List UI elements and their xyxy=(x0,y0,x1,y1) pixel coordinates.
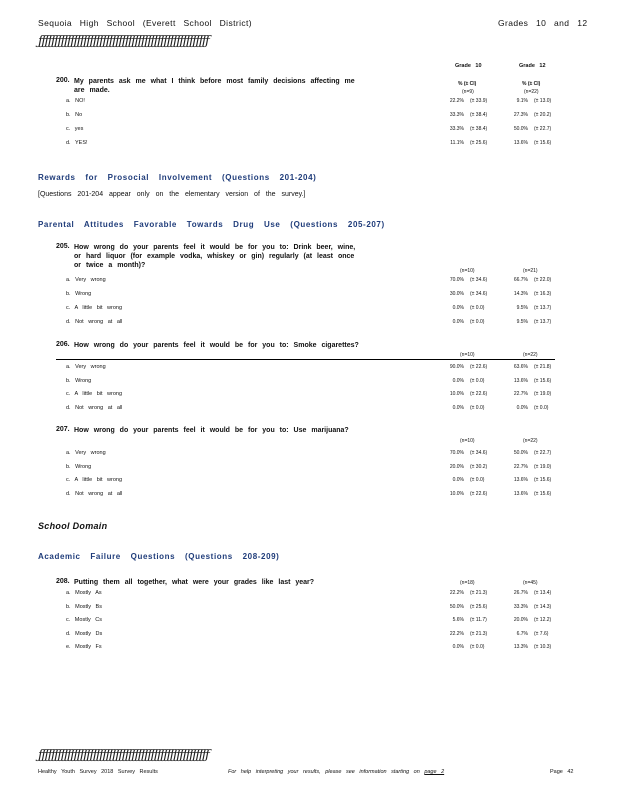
section-heading-academic: Academic Failure Questions (Questions 208-209) xyxy=(38,552,280,561)
question-text: How wrong do your parents feel it would be for you to: Smoke cigarettes? xyxy=(74,342,359,349)
answer-label: a. Very wrong xyxy=(66,277,106,283)
grade12-percent: 13.6% xyxy=(513,477,528,483)
grade12-percent: 14.3% xyxy=(513,291,528,297)
answer-label: c. A little bit wrong xyxy=(66,477,123,483)
grade10-ci: (± 0.0) xyxy=(470,477,485,483)
grade12-ci: (± 13.4) xyxy=(534,590,552,596)
grade10-ci: (± 0.0) xyxy=(470,404,485,411)
answer-label: a. NO! xyxy=(66,98,85,104)
grade10-ci: (± 21.3) xyxy=(470,590,488,596)
grade10-ci: (± 0.0) xyxy=(470,644,485,650)
answer-label: d. Not wrong at all xyxy=(66,490,123,497)
grade12-percent: 9.5% xyxy=(516,319,528,325)
grade12-ci: (± 10.3) xyxy=(534,644,552,650)
grade12-percent: 50.0% xyxy=(513,450,528,456)
grade10-percent: 0.0% xyxy=(452,377,464,384)
grade10-ci: (± 25.6) xyxy=(470,603,488,610)
grade10-ci: (± 21.3) xyxy=(470,630,488,637)
n-grade10: (n=10) xyxy=(460,438,475,444)
question-text: My parents ask me what I think before most family decisions affecting me are made. xyxy=(74,78,355,94)
grade12-ci: (± 22.7) xyxy=(534,126,552,132)
grade12-ci: (± 22.0) xyxy=(534,277,552,283)
grade10-percent: 0.0% xyxy=(452,319,464,325)
grade12-percent: 9.1% xyxy=(516,98,528,104)
n-grade10: (n=9) xyxy=(462,89,474,95)
grade12-percent: 26.7% xyxy=(513,590,528,596)
answer-label: d. Not wrong at all xyxy=(66,319,123,325)
domain-heading-school: School Domain xyxy=(38,521,108,531)
grade12-percent: 66.7% xyxy=(513,277,528,283)
grade12-percent: 13.6% xyxy=(513,140,528,146)
grade12-percent: 13.6% xyxy=(513,377,528,384)
question-text: Putting them all together, what were your grades like last year? xyxy=(74,579,315,586)
grade12-percent: 63.6% xyxy=(513,364,528,370)
answer-label: d. Not wrong at all xyxy=(66,404,123,411)
grade10-ci: (± 11.7) xyxy=(470,617,487,623)
grade10-ci: (± 22.6) xyxy=(470,391,488,397)
horizontal-rule xyxy=(56,359,555,360)
grade10-ci: (± 30.2) xyxy=(470,463,488,470)
grade10-ci: (± 22.6) xyxy=(470,364,488,370)
grade10-ci: (± 34.6) xyxy=(470,291,488,297)
grade10-percent: 33.3% xyxy=(449,112,464,118)
grade12-ci: (± 13.0) xyxy=(534,98,552,104)
grade10-column-header: Grade 10 xyxy=(455,63,482,69)
n-grade12: (n=22) xyxy=(524,89,539,95)
grade10-percent: 70.0% xyxy=(449,450,464,456)
question-text: How wrong do your parents feel it would be for you to: Use marijuana? xyxy=(74,427,349,434)
grade12-column-header: Grade 12 xyxy=(519,63,546,69)
footer-help-prefix: For help interpreting your results, please see information starting on xyxy=(228,769,425,775)
grade12-ci: (± 16.3) xyxy=(534,291,552,297)
grade12-ci: (± 0.0) xyxy=(534,404,549,411)
grade10-percent: 22.2% xyxy=(449,630,464,637)
answer-label: c. A little bit wrong xyxy=(66,305,123,311)
grade12-ci: (± 15.6) xyxy=(534,490,552,497)
grade10-ci: (± 33.9) xyxy=(470,98,488,104)
grade12-percent: 27.3% xyxy=(513,112,528,118)
grade12-percent: 50.0% xyxy=(513,126,528,132)
ci-label-grade10: % (± CI) xyxy=(458,81,477,87)
grade10-percent: 22.2% xyxy=(449,98,464,104)
grade12-ci: (± 15.6) xyxy=(534,377,552,384)
n-grade10: (n=10) xyxy=(460,352,475,358)
grade10-percent: 10.0% xyxy=(449,490,464,497)
answer-label: b. Mostly Bs xyxy=(66,603,102,610)
answer-label: c. yes xyxy=(66,126,84,132)
grade10-ci: (± 25.6) xyxy=(470,140,488,146)
grade12-percent: 13.6% xyxy=(513,490,528,497)
answer-label: c. A little bit wrong xyxy=(66,391,123,397)
n-grade12: (n=21) xyxy=(523,268,538,274)
grade10-ci: (± 38.4) xyxy=(470,126,488,132)
grade10-percent: 22.2% xyxy=(449,590,464,596)
grade10-percent: 0.0% xyxy=(452,305,464,311)
footer-page-link[interactable]: page 2 xyxy=(424,769,445,775)
question-number: 207. xyxy=(56,426,70,433)
grade10-ci: (± 0.0) xyxy=(470,377,485,384)
grade10-percent: 0.0% xyxy=(452,477,464,483)
footer-help-text xyxy=(228,769,444,775)
question-number: 205. xyxy=(56,243,70,250)
answer-label: c. Mostly Cs xyxy=(66,617,102,623)
grade12-percent: 6.7% xyxy=(516,630,528,637)
grade12-percent: 13.3% xyxy=(513,644,528,650)
prosocial-note: [Questions 201-204 appear only on the elementary version of the survey.] xyxy=(38,191,306,198)
grade10-percent: 0.0% xyxy=(452,404,464,411)
school-name: Sequoia High School (Everett School District) xyxy=(38,18,253,28)
grade10-percent: 10.0% xyxy=(449,391,464,397)
grade12-ci: (± 19.0) xyxy=(534,463,552,470)
grade12-percent: 22.7% xyxy=(513,391,528,397)
header-separator: ƒƒƒƒƒƒƒƒƒƒƒƒƒƒƒƒƒƒƒƒƒƒƒƒƒƒƒƒƒƒƒƒƒƒƒƒƒƒƒƒƒƒƒƒƒƒƒƒƒƒƒƒƒ xyxy=(38,34,209,49)
answer-label: a. Very wrong xyxy=(66,364,106,370)
grade12-ci: (± 15.6) xyxy=(534,140,552,146)
grade10-percent: 20.0% xyxy=(449,463,464,470)
n-grade12: (n=22) xyxy=(523,352,538,358)
section-heading-prosocial: Rewards for Prosocial Involvement (Questions 201-204) xyxy=(38,173,317,182)
n-grade10: (n=18) xyxy=(460,580,475,586)
grade10-percent: 90.0% xyxy=(449,364,464,370)
grade12-ci: (± 14.3) xyxy=(534,603,552,610)
n-grade12: (n=45) xyxy=(523,580,538,586)
grade12-ci: (± 7.6) xyxy=(534,630,549,637)
grade12-percent: 9.5% xyxy=(516,305,528,311)
grade12-ci: (± 20.2) xyxy=(534,112,552,118)
question-number: 200. xyxy=(56,77,70,84)
grade12-ci: (± 21.8) xyxy=(534,364,552,370)
grade12-percent: 33.3% xyxy=(513,603,528,610)
grade10-percent: 0.0% xyxy=(452,644,464,650)
grade12-percent: 20.0% xyxy=(513,617,528,623)
grade12-ci: (± 19.0) xyxy=(534,391,552,397)
grades-label: Grades 10 and 12 xyxy=(498,18,588,28)
grade12-percent: 0.0% xyxy=(516,404,528,411)
page-number: Page 42 xyxy=(550,769,574,775)
grade10-percent: 50.0% xyxy=(449,603,464,610)
grade10-ci: (± 34.6) xyxy=(470,277,488,283)
answer-label: a. Very wrong xyxy=(66,450,106,456)
grade12-ci: (± 22.7) xyxy=(534,450,552,456)
grade12-percent: 22.7% xyxy=(513,463,528,470)
grade10-percent: 70.0% xyxy=(449,277,464,283)
answer-label: d. YES! xyxy=(66,140,88,146)
answer-label: b. Wrong xyxy=(66,463,92,470)
answer-label: b. Wrong xyxy=(66,377,92,384)
footer-report-title: Healthy Youth Survey 2018 Survey Results xyxy=(38,769,158,775)
grade10-percent: 11.1% xyxy=(450,140,464,146)
grade12-ci: (± 13.7) xyxy=(534,305,552,311)
n-grade12: (n=22) xyxy=(523,438,538,444)
answer-label: e. Mostly Fs xyxy=(66,644,102,650)
section-heading-parental: Parental Attitudes Favorable Towards Drug Use (Questions 205-207) xyxy=(38,220,385,229)
question-number: 208. xyxy=(56,578,70,585)
grade12-ci: (± 12.2) xyxy=(534,617,552,623)
answer-label: b. Wrong xyxy=(66,291,92,297)
grade12-ci: (± 15.6) xyxy=(534,477,552,483)
answer-label: a. Mostly As xyxy=(66,590,102,596)
grade12-ci: (± 13.7) xyxy=(534,319,552,325)
grade10-ci: (± 38.4) xyxy=(470,112,488,118)
grade10-percent: 5.6% xyxy=(452,617,464,623)
grade10-ci: (± 0.0) xyxy=(470,305,485,311)
grade10-ci: (± 34.6) xyxy=(470,450,488,456)
grade10-ci: (± 0.0) xyxy=(470,319,485,325)
footer-separator: ƒƒƒƒƒƒƒƒƒƒƒƒƒƒƒƒƒƒƒƒƒƒƒƒƒƒƒƒƒƒƒƒƒƒƒƒƒƒƒƒƒƒƒƒƒƒƒƒƒƒƒƒƒ xyxy=(38,748,209,763)
n-grade10: (n=10) xyxy=(460,268,475,274)
question-number: 206. xyxy=(56,341,70,348)
question-text: How wrong do your parents feel it would be for you to: Drink beer, wine, or hard liquor (for example vodka, whiskey or gin) regularly (at least once or twice a month)? xyxy=(74,244,356,269)
grade10-percent: 33.3% xyxy=(449,126,464,132)
answer-label: b. No xyxy=(66,112,83,118)
grade10-percent: 30.0% xyxy=(449,291,464,297)
ci-label-grade12: % (± CI) xyxy=(522,81,541,87)
grade10-ci: (± 22.6) xyxy=(470,490,488,497)
answer-label: d. Mostly Ds xyxy=(66,630,103,637)
